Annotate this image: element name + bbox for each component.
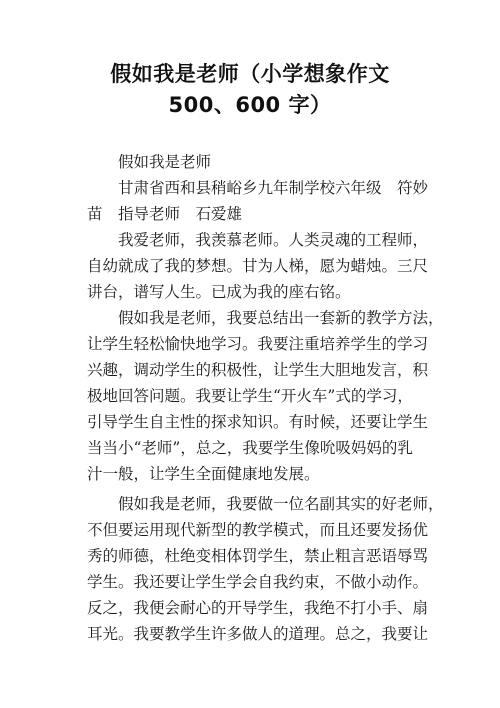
paragraph-line: 引导学生自主性的探求知识。有时候，还要让学生 (87, 413, 429, 431)
paragraph-line: 反之，我便会耐心的开导学生，我绝不打小手、扇 (87, 599, 429, 617)
paragraph-line: 让学生轻松愉快地学习。我要注重培养学生的学习 (87, 335, 429, 353)
essay-heading: 假如我是老师 (118, 153, 212, 171)
paragraph-line: 当当小“老师”，总之，我要学生像吮吸妈妈的乳 (87, 439, 413, 457)
author-line: 甘肃省西和县稍峪乡九年制学校六年级 符妙 (118, 179, 429, 197)
paragraph-line: 秀的师德，杜绝变相体罚学生，禁止粗言恶语辱骂 (87, 547, 429, 565)
paragraph-line: 兴趣，调动学生的积极性，让学生大胆地发言，积 (87, 361, 429, 379)
paragraph-line: 假如我是老师，我要总结出一套新的教学方法， (118, 309, 444, 327)
paragraph-line: 假如我是老师，我要做一位名副其实的好老师， (118, 495, 444, 513)
paragraph-line: 学生。我还要让学生学会自我约束，不做小动作。 (87, 573, 429, 591)
paragraph-line: 汁一般，让学生全面健康地发展。 (87, 465, 320, 483)
author-line-cont: 苗 指导老师 石爱雄 (87, 205, 243, 223)
paragraph-line: 讲台，谱写人生。已成为我的座右铭。 (87, 283, 351, 301)
paragraph-line: 自幼就成了我的梦想。甘为人梯，愿为蜡烛。三尺 (87, 257, 429, 275)
document-title-line-1: 假如我是老师（小学想象作文 (110, 62, 390, 86)
paragraph-line: 极地回答问题。我要让学生“开火车”式的学习， (87, 387, 413, 405)
paragraph-line: 不但要运用现代新型的教学模式，而且还要发扬优 (87, 521, 429, 539)
paragraph-line: 耳光。我要教学生许多做人的道理。总之，我要让 (87, 625, 429, 643)
paragraph-line: 我爱老师，我羡慕老师。人类灵魂的工程师， (118, 231, 429, 249)
document-title-line-2: 500、600 字） (168, 93, 332, 117)
